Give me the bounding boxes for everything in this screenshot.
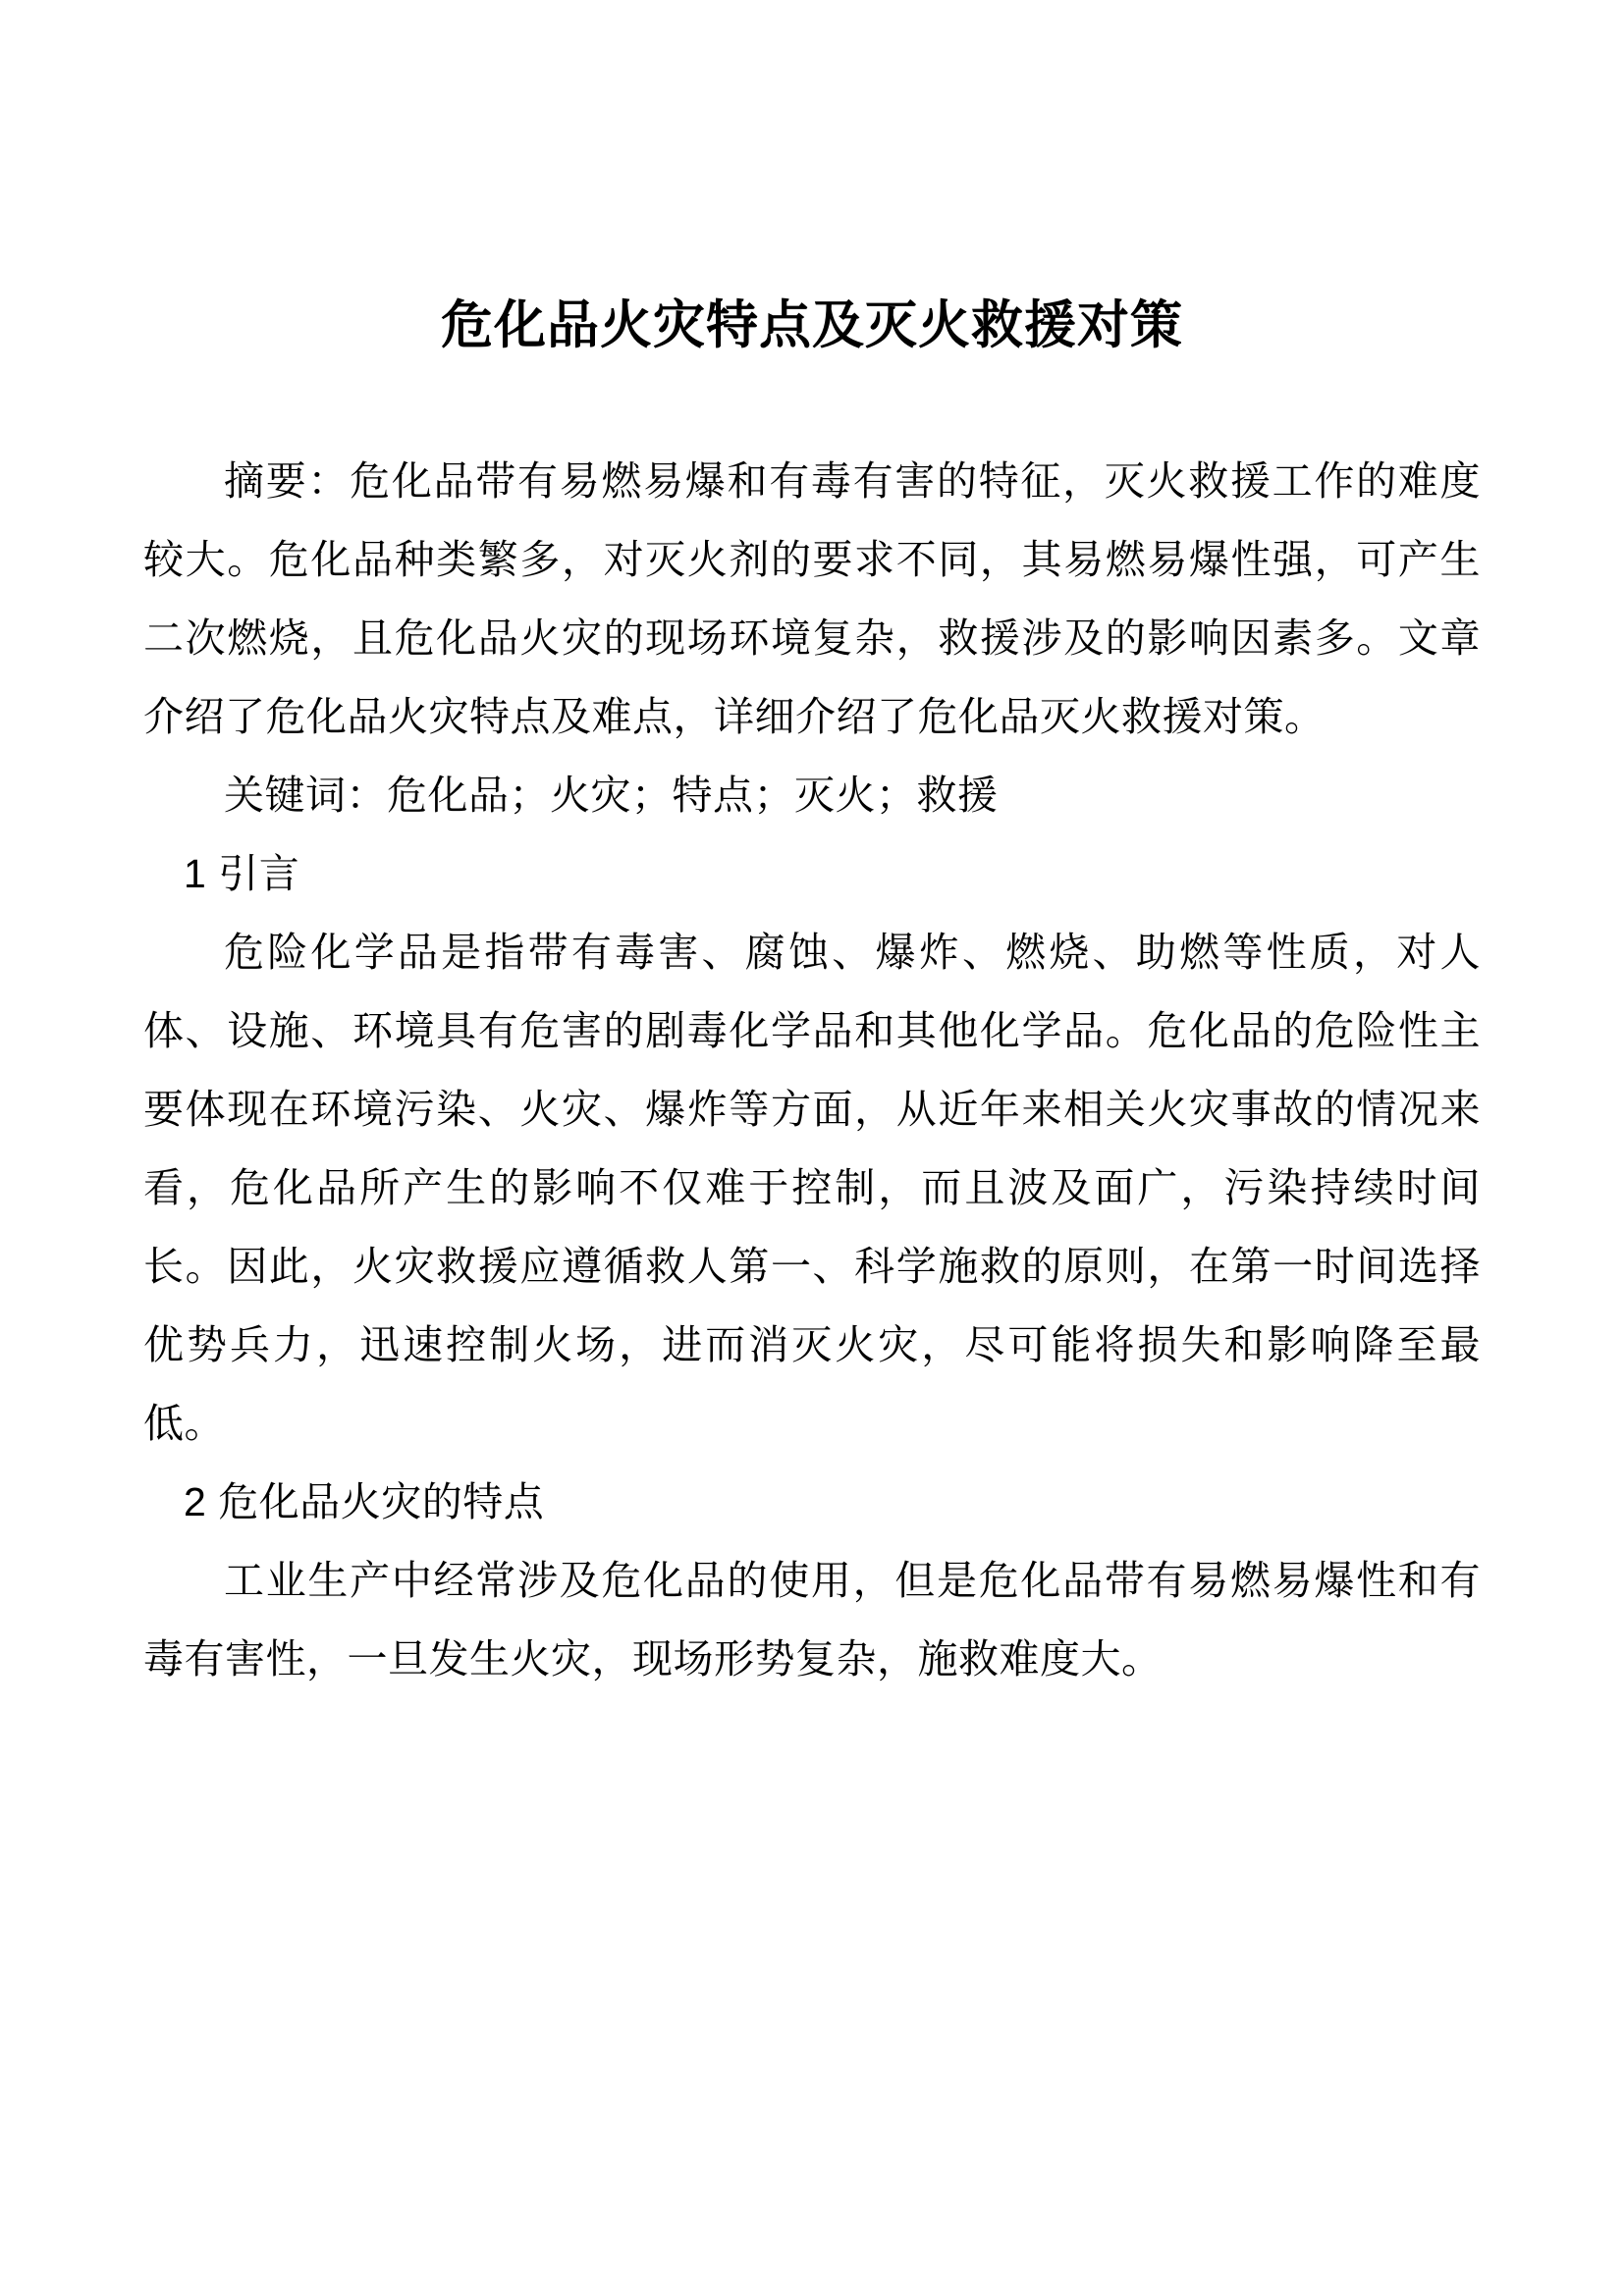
page-title: 危化品火灾特点及灭火救援对策 bbox=[441, 296, 1183, 354]
document-body bbox=[143, 442, 1481, 1698]
section-heading-1: 1 引言 bbox=[184, 850, 300, 896]
document-content bbox=[143, 0, 1481, 1698]
section-2-paragraph-1: 工业生产中经常涉及危化品的使用，但是危化品带有易燃易爆性和有毒有害性，一旦发生火灾，现场形势复杂，施救难度大。 bbox=[143, 1557, 1481, 1682]
section-1-paragraph-1: 危险化学品是指带有毒害、腐蚀、爆炸、燃烧、助燃等性质，对人体、设施、环境具有危害的剧毒化学品和其他化学品。危化品的危险性主要体现在环境污染、火灾、爆炸等方面，从近年来相关火灾事故的情况来看，危化品所产生的影响不仅难于控制，而且波及面广，污染持续时间长。因此，火灾救援应遵循救人第一、科学施救的原则，在第一时间选择优势兵力，迅速控制火场，进而消灭火灾，尽可能将损失和影响降至最低。 bbox=[143, 929, 1481, 1446]
section-heading-2: 2 危化品火灾的特点 bbox=[184, 1478, 545, 1524]
abstract-paragraph: 摘要：危化品带有易燃易爆和有毒有害的特征，灭火救援工作的难度较大。危化品种类繁多，对灭火剂的要求不同，其易燃易爆性强，可产生二次燃烧，且危化品火灾的现场环境复杂，救援涉及的影响因素多。文章介绍了危化品火灾特点及难点，详细介绍了危化品灭火救援对策。 bbox=[143, 457, 1481, 739]
keywords-paragraph: 关键词：危化品；火灾；特点；灭火；救援 bbox=[224, 772, 999, 818]
